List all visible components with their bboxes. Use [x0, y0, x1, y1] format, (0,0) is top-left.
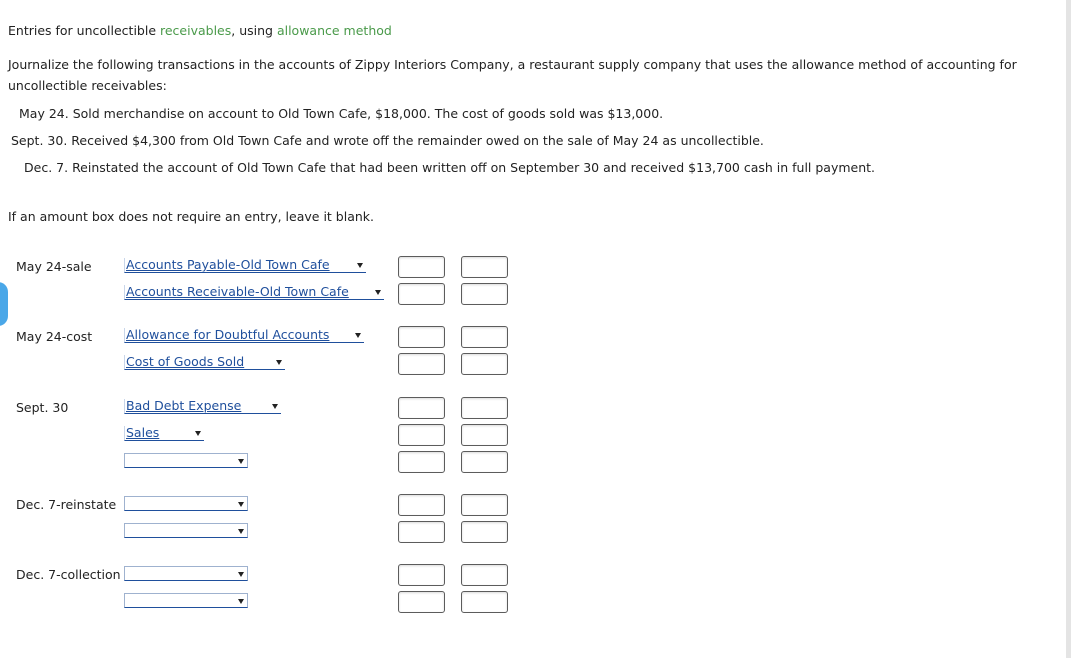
account-select-value: Allowance for Doubtful Accounts — [126, 327, 330, 342]
page-title — [8, 23, 392, 38]
transaction-sept-30 — [11, 133, 764, 148]
chevron-down-icon — [272, 404, 278, 409]
account-select[interactable] — [124, 453, 248, 468]
transaction-date: May 24. — [19, 106, 69, 121]
chevron-down-icon — [195, 431, 201, 436]
debit-amount-input[interactable] — [398, 353, 445, 375]
transaction-text: Reinstated the account of Old Town Cafe that had been written off on September 30 and received $13,700 cash in full payment. — [72, 160, 876, 175]
account-select[interactable] — [124, 258, 366, 273]
entry-label-may-24-cost: May 24-cost — [16, 329, 93, 344]
debit-amount-input[interactable] — [398, 451, 445, 473]
debit-amount-input[interactable] — [398, 521, 445, 543]
account-select-value: Sales — [126, 425, 160, 440]
entry-label-dec-7-collection: Dec. 7-collection — [16, 567, 121, 582]
allowance-method-link[interactable]: allowance method — [276, 23, 392, 38]
debit-amount-input[interactable] — [398, 256, 445, 278]
debit-amount-input[interactable] — [398, 591, 445, 613]
credit-amount-input[interactable] — [461, 564, 508, 586]
debit-amount-input[interactable] — [398, 494, 445, 516]
transaction-dec-7 — [24, 160, 875, 175]
credit-amount-input[interactable] — [461, 451, 508, 473]
credit-amount-input[interactable] — [461, 256, 508, 278]
account-select[interactable] — [124, 355, 285, 370]
chevron-down-icon — [355, 333, 361, 338]
scrollbar-track[interactable] — [1066, 0, 1071, 658]
transaction-may-24 — [19, 106, 663, 121]
debit-amount-input[interactable] — [398, 397, 445, 419]
credit-amount-input[interactable] — [461, 353, 508, 375]
entry-label-sept-30: Sept. 30 — [16, 400, 69, 415]
chevron-down-icon — [375, 290, 381, 295]
debit-amount-input[interactable] — [398, 283, 445, 305]
credit-amount-input[interactable] — [461, 591, 508, 613]
account-select[interactable] — [124, 523, 248, 538]
credit-amount-input[interactable] — [461, 424, 508, 446]
blank-entry-note: If an amount box does not require an entry, leave it blank. — [8, 209, 374, 224]
account-select[interactable] — [124, 328, 364, 343]
credit-amount-input[interactable] — [461, 521, 508, 543]
account-select[interactable] — [124, 285, 384, 300]
credit-amount-input[interactable] — [461, 397, 508, 419]
chevron-down-icon — [238, 529, 244, 534]
credit-amount-input[interactable] — [461, 283, 508, 305]
transaction-text: Received $4,300 from Old Town Cafe and wrote off the remainder owed on the sale of May 24 as uncollectible. — [71, 133, 764, 148]
account-select-value: Accounts Receivable-Old Town Cafe — [126, 284, 349, 299]
entry-label-may-24-sale: May 24-sale — [16, 259, 92, 274]
chevron-down-icon — [238, 502, 244, 507]
chevron-down-icon — [238, 599, 244, 604]
transaction-text: Sold merchandise on account to Old Town Cafe, $18,000. The cost of goods sold was $13,000. — [72, 106, 664, 121]
account-select[interactable] — [124, 593, 248, 608]
account-select-value: Bad Debt Expense — [126, 398, 242, 413]
instructions-text: Journalize the following transactions in the accounts of Zippy Interiors Company, a restaurant supply company that uses the allowance method of accounting for uncollectible receivables: — [8, 57, 1017, 93]
title-mid: , using — [231, 23, 277, 38]
account-select-value: Accounts Payable-Old Town Cafe — [126, 257, 330, 272]
account-select[interactable] — [124, 399, 281, 414]
credit-amount-input[interactable] — [461, 494, 508, 516]
side-handle[interactable] — [0, 282, 8, 326]
chevron-down-icon — [238, 459, 244, 464]
debit-amount-input[interactable] — [398, 564, 445, 586]
credit-amount-input[interactable] — [461, 326, 508, 348]
transaction-date: Dec. 7. — [24, 160, 69, 175]
title-prefix: Entries for uncollectible — [8, 23, 160, 38]
account-select[interactable] — [124, 426, 204, 441]
account-select[interactable] — [124, 566, 248, 581]
debit-amount-input[interactable] — [398, 424, 445, 446]
account-select-value: Cost of Goods Sold — [126, 354, 245, 369]
chevron-down-icon — [357, 263, 363, 268]
account-select[interactable] — [124, 496, 248, 511]
chevron-down-icon — [238, 572, 244, 577]
transaction-date: Sept. 30. — [11, 133, 68, 148]
debit-amount-input[interactable] — [398, 326, 445, 348]
receivables-link[interactable]: receivables — [160, 23, 232, 38]
chevron-down-icon — [276, 360, 282, 365]
entry-label-dec-7-reinstate: Dec. 7-reinstate — [16, 497, 117, 512]
